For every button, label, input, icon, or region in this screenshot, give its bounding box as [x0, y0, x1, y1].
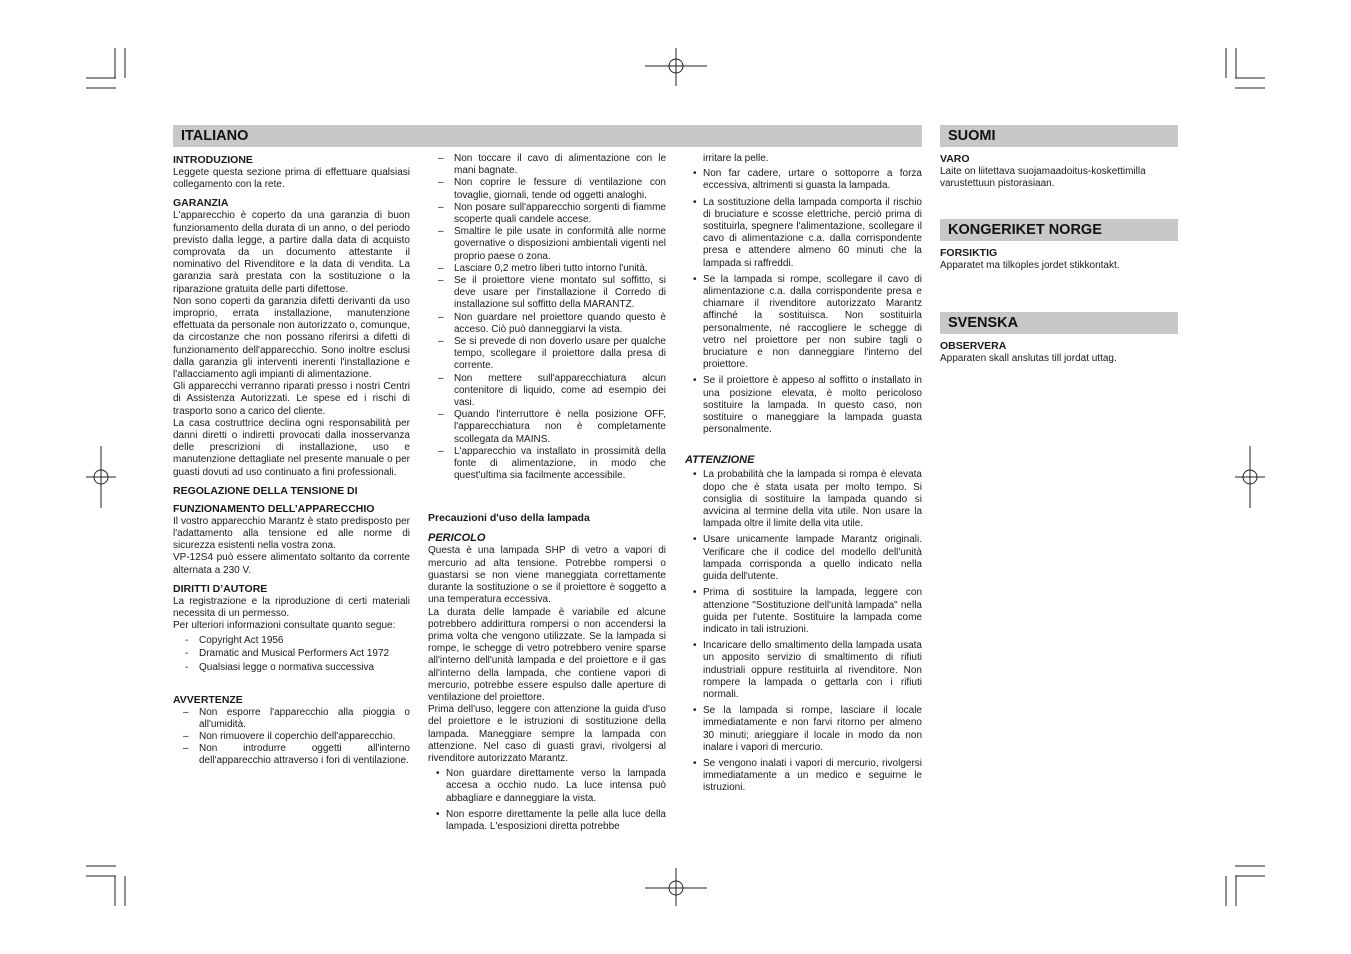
text-garanzia-4: La casa costruttrice declina ogni responsabilità per danni diretti o indiretti provocati dalla inosservanza delle prescrizioni di installazione, uso e manutenzione dettagliate nel presente manuale o per guasti dovuti ad uso continuato a fini professionali. — [173, 417, 410, 478]
text-pericolo-3: Prima dell'uso, leggere con attenzione la guida d'uso del proiettore e le istruzioni di sostituzione della lampada. Maneggiare sempre la lampada con attenzione. Nel caso di guasti gravi, rivolgersi al rivenditore autorizzato Marantz. — [428, 704, 666, 764]
list-pericolo — [428, 768, 666, 833]
column-4-norge — [940, 247, 1178, 272]
heading-regolazione-1: REGOLAZIONE DELLA TENSIONE DI — [173, 484, 358, 497]
list-item: – Non introdurre oggetti all'interno dell'apparecchio attraverso i fori di ventilazione. — [173, 743, 410, 767]
list-item: – Se si prevede di non doverlo usare per qualche tempo, scollegare il proiettore dalla presa di corrente. — [428, 336, 666, 373]
text-regolazione-1: Il vostro apparecchio Marantz è stato predisposto per l'adattamento alla tensione ed alle norme di sicurezza esistenti nella vostra zona. — [173, 515, 410, 552]
list-item: – L'apparecchio va installato in prossimità della fonte di alimentazione, in modo che quest'ultima sia facilmente accessibile. — [428, 446, 666, 483]
text-pericolo-1: Questa è una lampada SHP di vetro a vapori di mercurio ad alta tensione. Potrebbe rompersi o guastarsi se non viene maneggiata correttamente durante la sostituzione o se il proiettore è soggetto a una temperatura eccessiva. — [428, 545, 666, 606]
list-item: – Quando l'interruttore è nella posizione OFF, l'apparecchiatura non è completamente scollegata da MAINS. — [428, 409, 666, 446]
heading-regolazione-2: FUNZIONAMENTO DELL’APPARECCHIO — [173, 502, 375, 515]
list-item: • Non far cadere, urtare o sottoporre a forza eccessiva, altrimenti si guasta la lampada. — [685, 168, 922, 192]
heading-precauzioni: Precauzioni d'uso della lampada — [428, 512, 590, 525]
list-item: • Se la lampada si rompe, scollegare il cavo di alimentazione c.a. dalla corrispondente presa e chiamare il rivenditore autorizzato Marantz affinché la sostituisca. Non sostituirla personalmente, né raccogliere le schegge di vetro nel proiettore per non subire tagli o bruciature e non danneggiare l'interno del proiettore. — [685, 274, 922, 372]
list-item: - Dramatic and Musical Performers Act 1972 — [173, 648, 410, 660]
list-lampada — [685, 168, 922, 436]
banner-svenska: SVENSKA — [940, 312, 1178, 334]
text-diritti-1: La registrazione e la riproduzione di certi materiali necessita di un permesso. — [173, 595, 410, 620]
heading-garanzia: GARANZIA — [173, 197, 229, 210]
list-item: • Se il proiettore è appeso al soffitto o installato in una posizione elevata, è molto pericoloso sostituire la lampada. In questo caso, non sostituire o maneggiare la lampada guasta personalmente. — [685, 375, 922, 436]
heading-pericolo: PERICOLO — [428, 532, 486, 545]
heading-introduzione: INTRODUZIONE — [173, 154, 253, 166]
list-item: – Non toccare il cavo di alimentazione con le mani bagnate. — [428, 153, 666, 177]
text-garanzia-1: L'apparecchio è coperto da una garanzia di buon funzionamento della durata di un anno, o del periodo previsto dalla legge, a partire dalla data di acquisto comprovata da un documento attestante il nominativo del Rivenditore e la data di vendita. La garanzia sarà prestata con la sostituzione o la riparazione gratuita delle parti difettose. — [173, 210, 410, 295]
list-item: – Lasciare 0,2 metro liberi tutto intorno l'unità. — [428, 263, 666, 275]
text-observera: Apparaten skall anslutas till jordat uttag. — [940, 353, 1117, 364]
heading-avvertenze: AVVERTENZE — [173, 693, 243, 706]
heading-observera: OBSERVERA — [940, 340, 1007, 352]
text-regolazione-2: VP-12S4 può essere alimentato soltanto da corrente alternata a 230 V. — [173, 552, 410, 576]
text-diritti-2: Per ulteriori informazioni consultate quanto segue: — [173, 620, 396, 632]
list-item: • Usare unicamente lampade Marantz originali. Verificare che il codice del modello dell'unità lampada corrisponda a quello indicato nella guida dell'utente. — [685, 534, 922, 583]
list-item: • Se vengono inalati i vapori di mercurio, rivolgersi immediatamente a un medico e seguirne le istruzioni. — [685, 758, 922, 795]
list-item: • Se la lampada si rompe, lasciare il locale immediatamente e non farvi ritorno per almeno 30 minuti; arieggiare il locale in modo da non inalare i vapori di mercurio. — [685, 705, 922, 754]
column-1 — [173, 154, 410, 768]
text-irritare: irritare la pelle. — [703, 153, 769, 164]
banner-italiano: ITALIANO — [173, 125, 922, 147]
list-item: – Non mettere sull'apparecchiatura alcun contenitore di liquido, come ad esempio dei vasi. — [428, 373, 666, 410]
list-item: – Se il proiettore viene montato sul soffitto, si deve usare per l'installazione il Corredo di installazione sul soffitto della MARANTZ. — [428, 275, 666, 312]
list-item: • Non guardare direttamente verso la lampada accesa a occhio nudo. La luce intensa può abbagliare e danneggiare la vista. — [428, 768, 666, 805]
text-pericolo-2: La durata delle lampade è variabile ed alcune potrebbero addirittura rompersi o non accendersi la prima volta che vengono utilizzate. Se la lampada si rompe, le schegge di vetro potrebbero venire sparse all'interno dell'unità lampada e del proiettore e il gas all'interno della lampada, che contiene vapori di mercurio, potrebbe essere espulso dalle aperture di ventilazione del proiettore. — [428, 606, 666, 703]
list-item: – Non rimuovere il coperchio dell'apparecchio. — [173, 731, 410, 743]
column-3 — [685, 153, 922, 799]
list-item: • La probabilità che la lampada si rompa è elevata dopo che è stata usata per molto tempo. Si consiglia di sostituire la lampada quando si avvicina al termine della vita utile. Non usare la lampada oltre il limite della vita utile. — [685, 469, 922, 530]
list-item: - Copyright Act 1956 — [173, 635, 410, 647]
text-varo: Laite on liitettava suojamaadoitus-koskettimilla varustettuun pistorasiaan. — [940, 166, 1146, 190]
list-item: – Non esporre l'apparecchio alla pioggia o all'umidità. — [173, 707, 410, 731]
column-2 — [428, 153, 666, 837]
list-item: – Smaltire le pile usate in conformità alle norme governative o disposizioni ambientali vigenti nel proprio paese o zona. — [428, 226, 666, 263]
banner-kongeriket-norge: KONGERIKET NORGE — [940, 219, 1178, 241]
banner-suomi: SUOMI — [940, 125, 1178, 147]
list-item: • Non esporre direttamente la pelle alla luce della lampada. L'esposizioni diretta potrebbe — [428, 809, 666, 833]
text-forsiktig: Apparatet ma tilkoples jordet stikkontakt. — [940, 260, 1120, 271]
list-item: • Prima di sostituire la lampada, leggere con attenzione "Sostituzione dell'unità lampada" nella guida per l'utente. Sostituire la lampada come indicato in tali istruzioni. — [685, 587, 922, 636]
list-diritti — [173, 635, 410, 675]
list-item: – Non posare sull'apparecchio sorgenti di fiamme scoperte quali candele accese. — [428, 202, 666, 226]
list-item: – Non guardare nel proiettore quando questo è acceso. Ciò può danneggiarvi la vista. — [428, 312, 666, 336]
list-avvertenze-cont — [428, 153, 666, 482]
column-4-suomi — [940, 153, 1178, 190]
heading-diritti: DIRITTI D’AUTORE — [173, 582, 268, 595]
list-item: – Non coprire le fessure di ventilazione con tovaglie, giornali, tende od oggetti analoghi. — [428, 177, 666, 201]
heading-forsiktig: FORSIKTIG — [940, 247, 998, 259]
text-garanzia-2: Non sono coperti da garanzia difetti derivanti da uso improprio, errata installazione, manutenzione effettuata da personale non autorizzato o, comunque, da circostanze che non possano riferirsi a difetti di funzionamento dell'apparecchio. Sono inoltre esclusi dalla garanzia gli interventi inerenti l'installazione e l'allacciamento agli impianti di alimentazione. — [173, 295, 410, 381]
list-attenzione — [685, 469, 922, 794]
heading-attenzione: ATTENZIONE — [685, 454, 755, 467]
column-4-svenska — [940, 340, 1178, 365]
list-item: • La sostituzione della lampada comporta il rischio di bruciature e scosse elettriche, perciò prima di sostituirla, spegnere l'alimentazione, scollegare il cavo di alimentazione c.a. dalla corrispondente presa e attendere almeno 60 minuti che la lampada si raffreddi. — [685, 197, 922, 270]
text-introduzione: Leggete questa sezione prima di effettuare qualsiasi collegamento con la rete. — [173, 167, 410, 191]
list-item: • Incaricare dello smaltimento della lampada usata un apposito servizio di smaltimento di rifiuti industriali oppure restituirla al rivenditore. Non rompere la lampada o gettarla con i rifiuti normali. — [685, 640, 922, 701]
list-item: - Qualsiasi legge o normativa successiva — [173, 662, 410, 674]
text-garanzia-3: Gli apparecchi verranno riparati presso i nostri Centri di Assistenza Autorizzati. Le spese ed i rischi di trasporto sono a carico del cliente. — [173, 381, 410, 417]
heading-varo: VARO — [940, 153, 970, 165]
list-avvertenze — [173, 707, 410, 768]
